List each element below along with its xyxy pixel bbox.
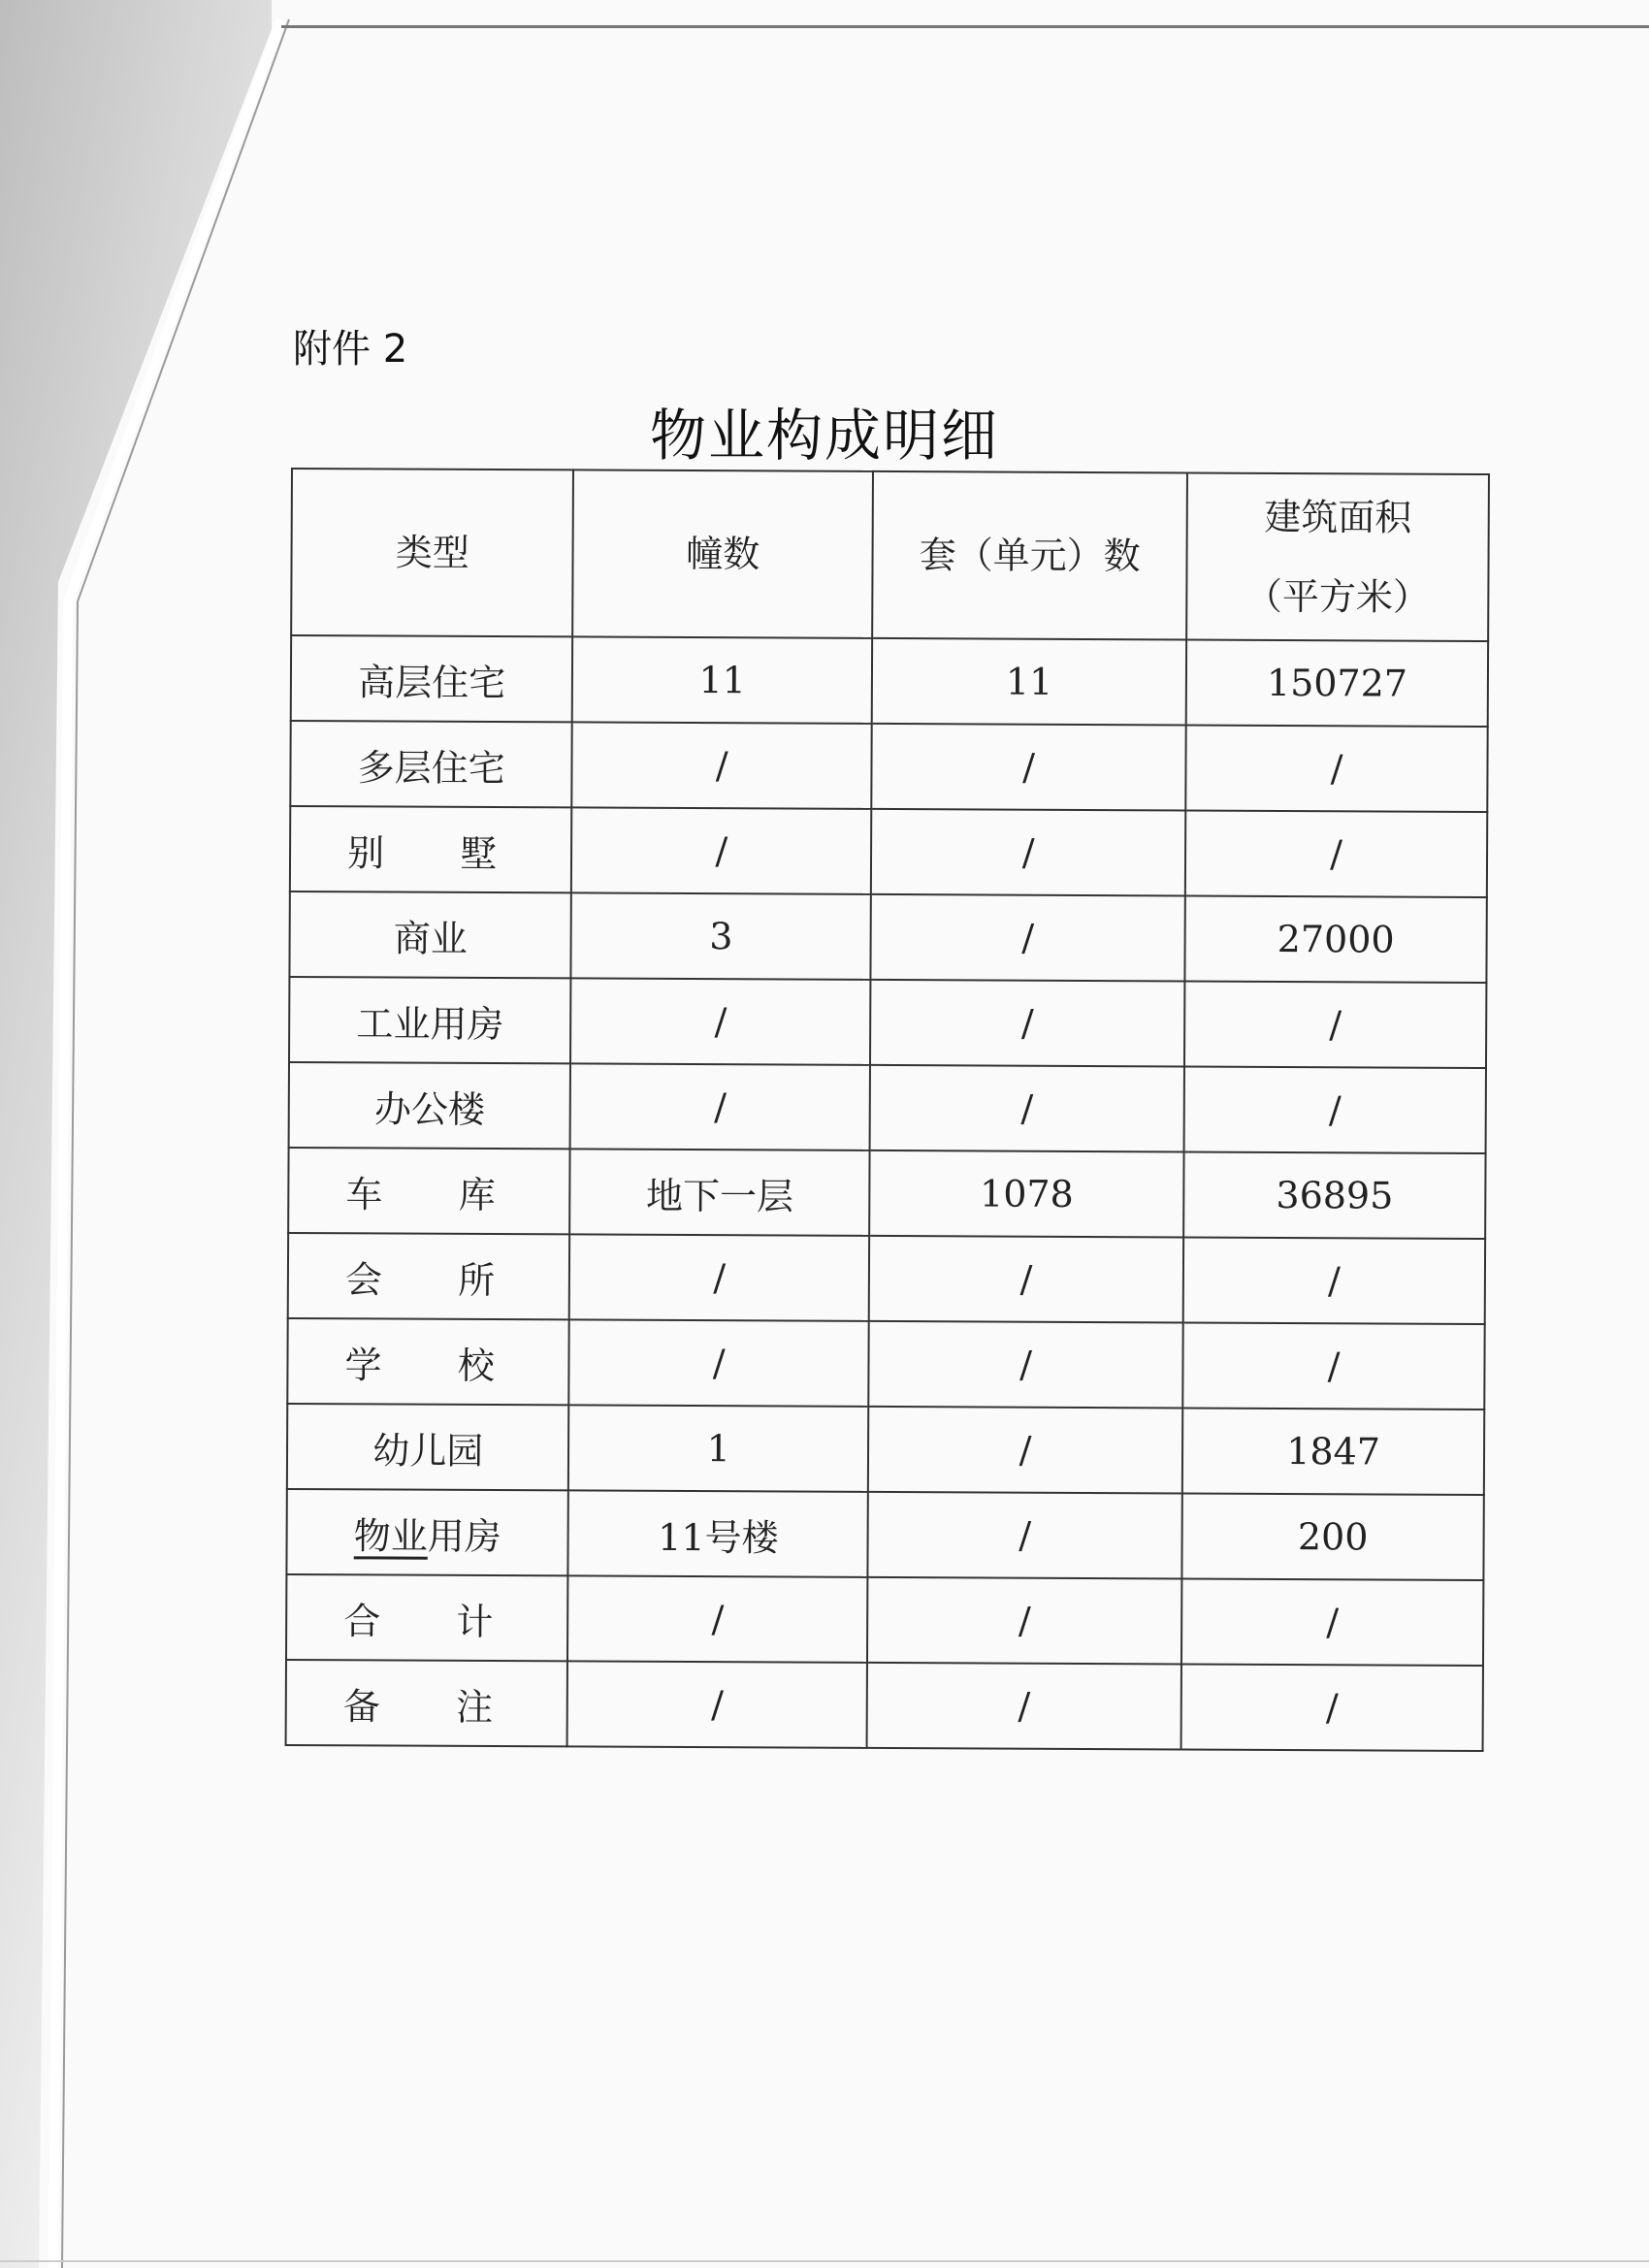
scan-top-edge [281, 25, 1649, 28]
cell-type: 商业 [289, 891, 571, 978]
scan-bottom-edge [0, 2260, 1649, 2262]
cell-type: 办公楼 [289, 1062, 571, 1149]
cell-type-rest: 用房 [427, 1514, 501, 1558]
cell-type: 学 校 [287, 1318, 569, 1405]
header-type: 类型 [291, 469, 573, 636]
cell-area: / [1184, 982, 1486, 1069]
cell-units: / [871, 809, 1185, 896]
cell-area: / [1185, 726, 1487, 813]
table-row [286, 1574, 1483, 1666]
cell-buildings: 11号楼 [568, 1490, 868, 1577]
table-row [288, 1233, 1485, 1324]
cell-type: 备 注 [286, 1660, 568, 1746]
table-row [288, 1148, 1485, 1239]
scan-fold-shadow [0, 0, 291, 2268]
cell-area: / [1181, 1665, 1483, 1752]
table-row [286, 1489, 1483, 1580]
cell-area: 150727 [1186, 640, 1488, 728]
cell-buildings: / [570, 978, 870, 1065]
cell-buildings: / [567, 1661, 867, 1748]
cell-type: 高层住宅 [291, 635, 573, 722]
table-row [289, 891, 1486, 983]
cell-area: 27000 [1185, 896, 1487, 984]
table-row [290, 806, 1487, 897]
cell-type: 合 计 [286, 1574, 568, 1661]
cell-units: / [871, 894, 1185, 982]
cell-type: 别 墅 [290, 806, 572, 892]
cell-type [286, 1489, 568, 1575]
cell-units: / [870, 980, 1184, 1067]
cell-area: / [1182, 1323, 1484, 1410]
cell-buildings: 地下一层 [570, 1149, 870, 1236]
attachment-label: 附件 2 [293, 327, 408, 372]
cell-units: / [868, 1407, 1182, 1494]
table-row [286, 1660, 1483, 1751]
cell-area: / [1184, 1067, 1486, 1154]
cell-area: 1847 [1182, 1409, 1484, 1496]
property-composition-table [285, 468, 1490, 1752]
cell-type: 多层住宅 [290, 721, 572, 807]
header-area [1186, 473, 1489, 642]
cell-buildings: 11 [572, 636, 872, 724]
cell-units: / [867, 1577, 1181, 1665]
document-title: 物业构成明细 [649, 403, 999, 469]
cell-area: / [1183, 1238, 1485, 1325]
cell-units: / [867, 1663, 1181, 1750]
cell-type: 幼儿园 [287, 1404, 569, 1490]
cell-buildings: / [569, 1234, 869, 1321]
cell-area: / [1185, 811, 1487, 898]
cell-units: 11 [872, 638, 1186, 726]
cell-area: / [1181, 1579, 1483, 1667]
cell-buildings: / [571, 807, 871, 894]
cell-buildings: / [570, 1063, 870, 1150]
header-buildings: 幢数 [573, 470, 873, 638]
header-area-unit: （平方米） [1245, 574, 1431, 619]
cell-buildings: 1 [568, 1405, 868, 1492]
table-row [289, 1062, 1486, 1153]
cell-buildings: / [569, 1319, 869, 1407]
cell-units: / [869, 1236, 1183, 1323]
header-area-label: 建筑面积 [1264, 495, 1412, 539]
table-row [287, 1404, 1484, 1495]
cell-area: 200 [1182, 1494, 1484, 1581]
cell-units: / [868, 1321, 1182, 1409]
cell-buildings: / [567, 1575, 867, 1663]
cell-area: 36895 [1183, 1152, 1485, 1240]
table-header-row [291, 469, 1489, 641]
cell-units: / [867, 1492, 1181, 1579]
cell-units: / [870, 1065, 1184, 1152]
table-row [290, 721, 1487, 812]
cell-type-underlined: 物业 [353, 1513, 428, 1558]
table-row [289, 977, 1486, 1068]
header-units: 套（单元）数 [872, 471, 1187, 640]
cell-type: 工业用房 [289, 977, 571, 1063]
cell-buildings: / [572, 722, 872, 809]
cell-units: 1078 [869, 1150, 1183, 1238]
table-row [287, 1318, 1484, 1409]
cell-units: / [871, 724, 1185, 811]
cell-type: 会 所 [288, 1233, 570, 1319]
table-row [291, 635, 1488, 727]
cell-type: 车 库 [288, 1148, 570, 1234]
cell-buildings: 3 [571, 892, 871, 980]
